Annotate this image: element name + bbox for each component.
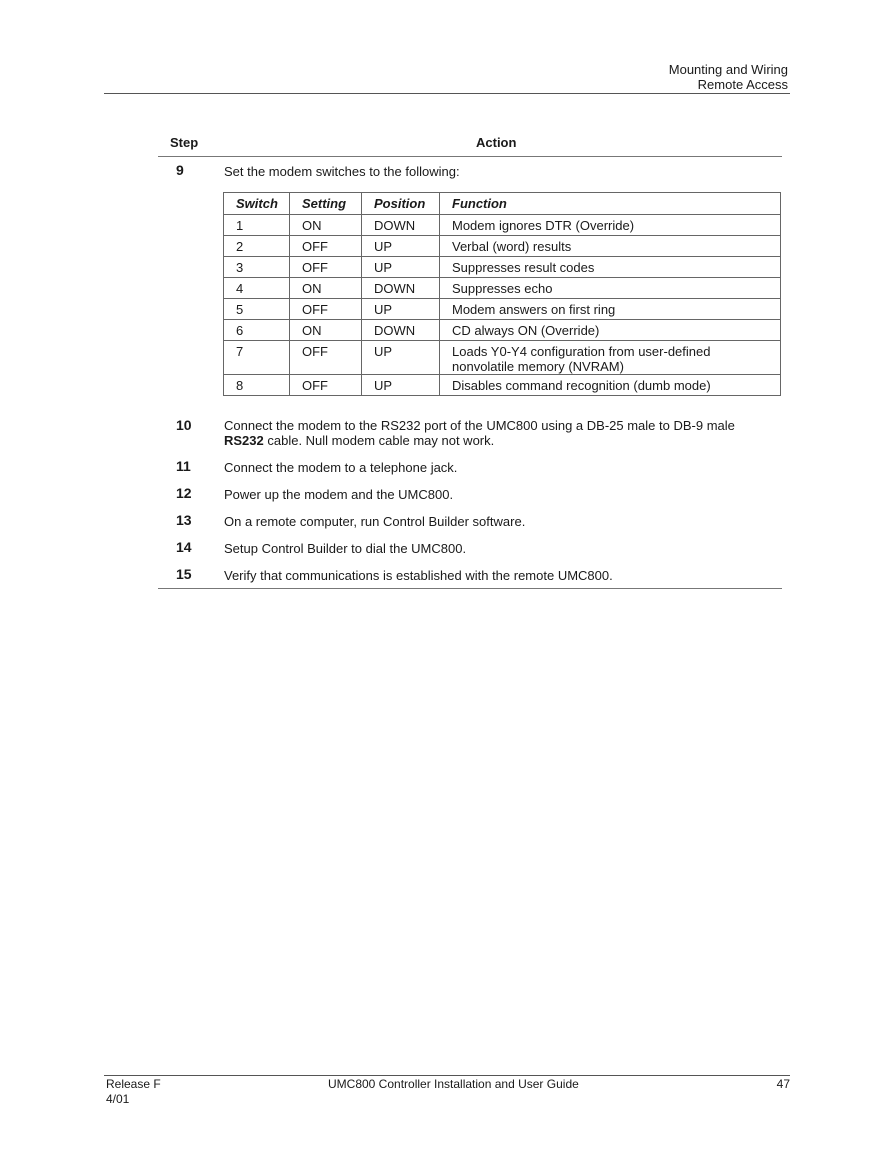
table-row bbox=[224, 375, 781, 396]
release-date: 4/01 bbox=[106, 1092, 130, 1106]
position-cell: DOWN bbox=[362, 320, 440, 341]
function-cell: Modem ignores DTR (Override) bbox=[440, 215, 781, 236]
steps-table-end-divider bbox=[158, 588, 782, 589]
function-cell: Modem answers on first ring bbox=[440, 299, 781, 320]
step-text-part: Connect the modem to the RS232 port of the UMC800 using a DB-25 male to DB-9 male bbox=[224, 418, 735, 433]
switch-cell: 4 bbox=[224, 278, 290, 299]
step-text: Power up the modem and the UMC800. bbox=[224, 487, 454, 502]
function-cell: Suppresses echo bbox=[440, 278, 781, 299]
page-footer bbox=[104, 1075, 790, 1106]
switch-cell: 7 bbox=[224, 341, 290, 375]
page-number: 47 bbox=[776, 1077, 790, 1091]
switch-table-header-row bbox=[224, 193, 781, 215]
step-text bbox=[224, 418, 764, 448]
function-cell: Suppresses result codes bbox=[440, 257, 781, 278]
step-number: 13 bbox=[176, 512, 192, 528]
step-number: 11 bbox=[176, 458, 191, 474]
switch-cell: 2 bbox=[224, 236, 290, 257]
step-column-header: Step bbox=[170, 135, 199, 150]
table-row bbox=[224, 236, 781, 257]
header-divider bbox=[104, 93, 790, 94]
switch-cell: 1 bbox=[224, 215, 290, 236]
document-title: UMC800 Controller Installation and User Guide bbox=[328, 1077, 579, 1091]
table-row bbox=[224, 299, 781, 320]
position-cell: UP bbox=[362, 375, 440, 396]
steps-table-header bbox=[158, 135, 782, 155]
step-number: 12 bbox=[176, 485, 192, 501]
switch-cell: 5 bbox=[224, 299, 290, 320]
footer-release-info bbox=[106, 1077, 161, 1107]
position-cell: UP bbox=[362, 299, 440, 320]
setting-cell: OFF bbox=[290, 299, 362, 320]
function-cell: Disables command recognition (dumb mode) bbox=[440, 375, 781, 396]
switch-cell: 8 bbox=[224, 375, 290, 396]
function-cell: CD always ON (Override) bbox=[440, 320, 781, 341]
setting-cell: OFF bbox=[290, 375, 362, 396]
position-cell: DOWN bbox=[362, 215, 440, 236]
function-cell: Verbal (word) results bbox=[440, 236, 781, 257]
steps-header-divider bbox=[158, 156, 782, 157]
step-text: On a remote computer, run Control Builder software. bbox=[224, 514, 526, 529]
table-row bbox=[224, 320, 781, 341]
step-number: 15 bbox=[176, 566, 192, 582]
action-column-header: Action bbox=[476, 135, 517, 150]
table-row bbox=[224, 341, 781, 375]
switch-header: Switch bbox=[224, 193, 290, 215]
setting-cell: OFF bbox=[290, 236, 362, 257]
step-text: Connect the modem to a telephone jack. bbox=[224, 460, 458, 475]
step-number: 14 bbox=[176, 539, 192, 555]
step-text: Setup Control Builder to dial the UMC800. bbox=[224, 541, 467, 556]
release-label: Release F bbox=[106, 1077, 161, 1091]
step-text: Verify that communications is established with the remote UMC800. bbox=[224, 568, 613, 583]
modem-switch-table bbox=[223, 192, 781, 396]
header-subsection-title: Remote Access bbox=[697, 77, 788, 92]
setting-cell: OFF bbox=[290, 341, 362, 375]
function-cell: Loads Y0-Y4 configuration from user-defined nonvolatile memory (NVRAM) bbox=[440, 341, 781, 375]
header-section-title: Mounting and Wiring bbox=[668, 62, 788, 77]
setting-cell: ON bbox=[290, 320, 362, 341]
page-header bbox=[669, 62, 788, 92]
setting-header: Setting bbox=[290, 193, 362, 215]
position-header: Position bbox=[362, 193, 440, 215]
setting-cell: ON bbox=[290, 278, 362, 299]
table-row bbox=[224, 278, 781, 299]
step-number: 9 bbox=[176, 162, 184, 178]
table-row bbox=[224, 215, 781, 236]
position-cell: UP bbox=[362, 257, 440, 278]
position-cell: UP bbox=[362, 341, 440, 375]
setting-cell: ON bbox=[290, 215, 362, 236]
setting-cell: OFF bbox=[290, 257, 362, 278]
position-cell: UP bbox=[362, 236, 440, 257]
function-header: Function bbox=[440, 193, 781, 215]
switch-cell: 3 bbox=[224, 257, 290, 278]
step-number: 10 bbox=[176, 417, 192, 433]
position-cell: DOWN bbox=[362, 278, 440, 299]
step-text-part: cable. Null modem cable may not work. bbox=[263, 433, 495, 448]
step-text: Set the modem switches to the following: bbox=[224, 164, 460, 179]
table-row bbox=[224, 257, 781, 278]
switch-cell: 6 bbox=[224, 320, 290, 341]
step-text-bold-term: RS232 bbox=[224, 433, 264, 448]
